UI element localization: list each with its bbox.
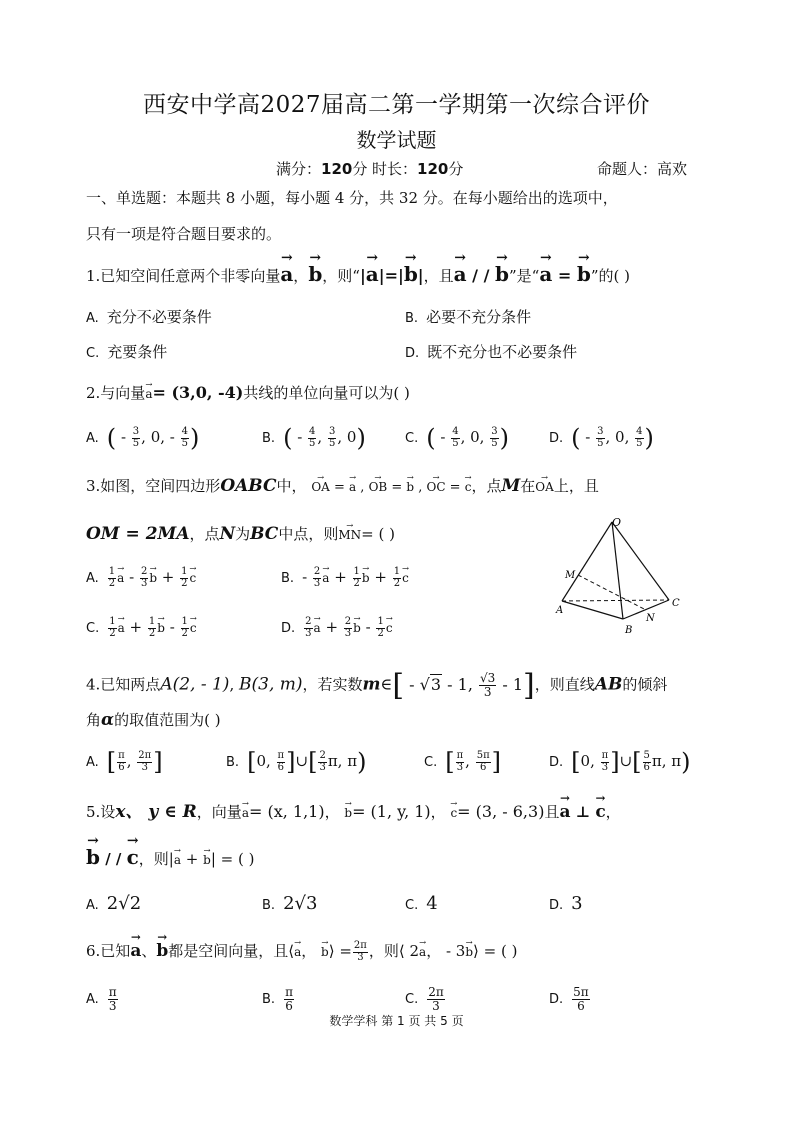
question-4-line1: 4.已知两点A(2, - 1), B(3, m)，若实数m∈[ - √3 - 1, $\frac{√3}{3}$ - 1]，则直线AB的倾斜: [86, 668, 668, 703]
q5-option-a: A. 2√2: [86, 893, 142, 914]
q2-option-c: C. ( - $\frac{4}{5}$ , 0, $\frac{3}{5}$ ): [405, 424, 509, 452]
q1-option-d: D. 既不充分也不必要条件: [405, 343, 578, 361]
q3-option-d: D. $\frac{2}{3}$ → a + $\frac{2}{3}$ → b - $\frac{1}{2}$ → c: [281, 617, 393, 639]
q2-option-d: D. ( - $\frac{3}{5}$ , 0, $\frac{4}{5}$ ): [549, 424, 654, 452]
section-heading-line2: 只有一项是符合题目要求的。: [86, 225, 282, 243]
q6-option-c: C. $\frac{2\pi}{3}$: [405, 985, 444, 1013]
q5-option-d: D. 3: [549, 893, 583, 914]
question-1: 1.已知空间任意两个非零向量→ a，→ b，则“|→ a|=|→ b|，且→ a / / → b”是“→ a = → b”的( ): [86, 262, 630, 286]
q6-option-a: A. $\frac{\pi}{3}$: [86, 985, 117, 1013]
question-4-line2: 角α的取值范围为( ): [86, 710, 221, 730]
exam-duration: 时长：120分: [372, 160, 464, 178]
q6-option-d: D. $\frac{5\pi}{6}$: [549, 985, 589, 1013]
figure-label-m: M: [565, 570, 576, 581]
q3-option-b: B. - $\frac{2}{3}$ → a + $\frac{1}{2}$ → b + $\frac{1}{2}$ → c: [281, 567, 409, 589]
exam-author: 命题人：高欢: [597, 160, 688, 178]
figure-label-c: C: [672, 598, 680, 609]
q5-option-c: C. 4: [405, 893, 438, 914]
q1-option-b: B. 必要不充分条件: [405, 308, 532, 326]
q4-option-d: D. [0, $\frac{\pi}{3}$ ]∪[ $\frac{5}{6}$ π, π): [549, 748, 691, 776]
exam-full-marks: 满分：120分: [276, 160, 368, 178]
question-6: 6.已知→ a、→ b都是空间向量，且⟨→ a， → b⟩ = $\frac{2\pi}{3}$ ，则⟨ 2→ a， - 3→ b⟩ = ( ): [86, 940, 517, 963]
q3-option-a: A. $\frac{1}{2}$ → a - $\frac{2}{3}$ → b + $\frac{1}{2}$ → c: [86, 567, 196, 589]
q1-option-a: A. 充分不必要条件: [86, 308, 212, 326]
q1-option-c: C. 充要条件: [86, 343, 168, 361]
figure-label-b: B: [625, 625, 633, 636]
question-5-line2: → b / / → c，则|→ a + → b| = ( ): [86, 845, 254, 869]
q5-option-b: B. 2√3: [262, 893, 318, 914]
section-heading-line1: 一、单选题：本题共 8 小题，每小题 4 分，共 32 分。在每小题给出的选项中，: [86, 189, 618, 207]
q6-option-b: B. $\frac{\pi}{6}$: [262, 985, 293, 1013]
q4-option-b: B. [0, $\frac{\pi}{6}$ ]∪[ $\frac{2}{3}$ π, π): [226, 748, 367, 776]
figure-label-a: A: [556, 605, 564, 616]
page-footer: 数学学科 第 1 页 共 5 页: [329, 1014, 464, 1028]
q4-option-a: A. [ $\frac{\pi}{6}$ , $\frac{2\pi}{3}$ ]: [86, 748, 163, 776]
figure-label-n: N: [646, 613, 655, 624]
q2-option-a: A. ( - $\frac{3}{5}$ , 0, - $\frac{4}{5}$ ): [86, 424, 200, 452]
figure-label-o: O: [612, 516, 622, 529]
q3-option-c: C. $\frac{1}{2}$ → a + $\frac{1}{2}$ → b - $\frac{1}{2}$ → c: [86, 617, 197, 639]
question-3-line2: OM = 2MA，点N为BC中点，则→ MN= ( ): [86, 523, 395, 544]
tetrahedron-figure: [548, 512, 688, 640]
exam-subject-title: 数学试题: [356, 128, 437, 152]
q4-option-c: C. [ $\frac{\pi}{3}$ , $\frac{5\pi}{6}$ ]: [424, 748, 502, 776]
question-3-line1: 3.如图，空间四边形OABC中， → OA = → a , → OB = → b , → OC = → c，点M在→ OA上，且: [86, 475, 599, 496]
q2-option-b: B. ( - $\frac{4}{5}$ , $\frac{3}{5}$ , 0): [262, 424, 366, 452]
question-2: 2.与向量→ a= (3,0, -4)共线的单位向量可以为( ): [86, 382, 410, 403]
exam-title: 西安中学高2027届高二第一学期第一次综合评价: [142, 92, 651, 118]
question-5-line1: 5.设x、 y ∈ R，向量→ a= (x, 1,1)， → b= (1, y, 1)， → c= (3, - 6,3)且→ a ⊥ → c，: [86, 797, 621, 822]
